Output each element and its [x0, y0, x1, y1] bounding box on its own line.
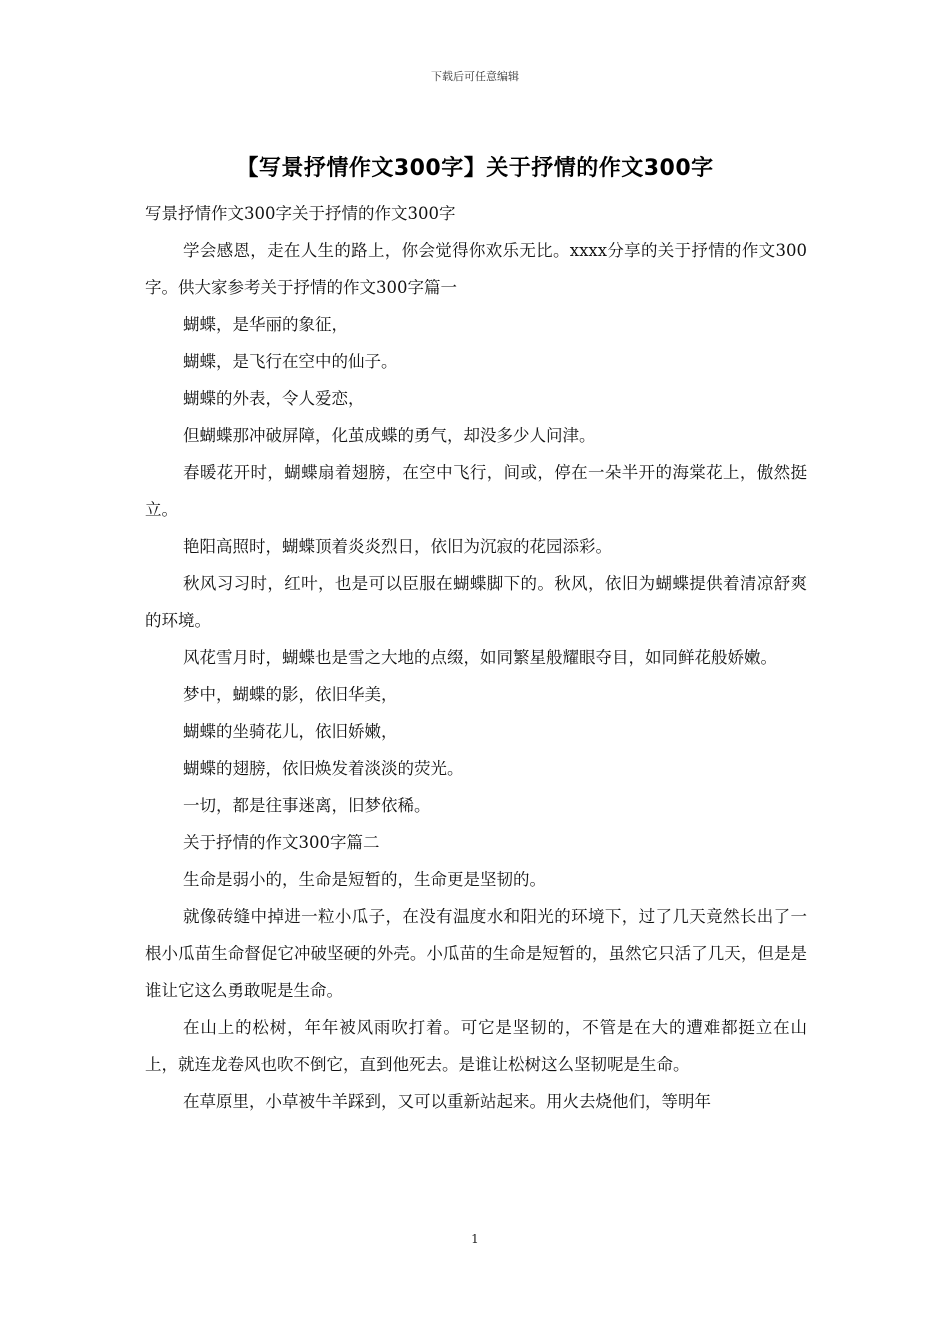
paragraph: 春暖花开时，蝴蝶扇着翅膀，在空中飞行，间或，停在一朵半开的海棠花上，傲然挺立。 — [145, 463, 807, 519]
paragraph: 蝴蝶，是飞行在空中的仙子。 — [183, 352, 398, 371]
document-title: 【写景抒情作文300字】关于抒情的作文300字 — [236, 156, 714, 181]
paragraph: 蝴蝶，是华丽的象征， — [183, 315, 348, 334]
section-heading: 关于抒情的作文300字篇二 — [183, 833, 380, 852]
paragraph: 在草原里，小草被牛羊踩到，又可以重新站起来。用火去烧他们，等明年 — [183, 1092, 711, 1111]
paragraph: 学会感恩，走在人生的路上，你会觉得你欢乐无比。xxxx分享的关于抒情的作文300字。供大家参考关于抒情的作文300字篇一 — [145, 241, 807, 297]
document-body — [145, 195, 807, 1120]
page-number: 1 — [471, 1232, 479, 1246]
paragraph: 秋风习习时，红叶，也是可以臣服在蝴蝶脚下的。秋风，依旧为蝴蝶提供着清凉舒爽的环境。 — [145, 574, 807, 630]
page-header-note: 下载后可任意编辑 — [431, 70, 519, 83]
paragraph: 在山上的松树，年年被风雨吹打着。可它是坚韧的，不管是在大的遭难都挺立在山上，就连龙卷风也吹不倒它，直到他死去。是谁让松树这么坚韧呢是生命。 — [145, 1018, 807, 1074]
paragraph: 一切，都是往事迷离，旧梦依稀。 — [183, 796, 431, 815]
paragraph: 艳阳高照时，蝴蝶顶着炎炎烈日，依旧为沉寂的花园添彩。 — [183, 537, 612, 556]
paragraph: 但蝴蝶那冲破屏障，化茧成蝶的勇气，却没多少人问津。 — [183, 426, 596, 445]
paragraph: 就像砖缝中掉进一粒小瓜子，在没有温度水和阳光的环境下，过了几天竟然长出了一根小瓜苗生命督促它冲破坚硬的外壳。小瓜苗的生命是短暂的，虽然它只活了几天，但是是谁让它这么勇敢呢是生命。 — [145, 907, 807, 1000]
paragraph: 梦中，蝴蝶的影，依旧华美， — [183, 685, 398, 704]
subtitle-line: 写景抒情作文300字关于抒情的作文300字 — [145, 204, 456, 223]
paragraph: 风花雪月时，蝴蝶也是雪之大地的点缀，如同繁星般耀眼夺目，如同鲜花般娇嫩。 — [183, 648, 777, 667]
paragraph: 蝴蝶的坐骑花儿，依旧娇嫩， — [183, 722, 398, 741]
paragraph: 蝴蝶的翅膀，依旧焕发着淡淡的荧光。 — [183, 759, 464, 778]
paragraph: 生命是弱小的，生命是短暂的，生命更是坚韧的。 — [183, 870, 546, 889]
paragraph: 蝴蝶的外表，令人爱恋， — [183, 389, 365, 408]
